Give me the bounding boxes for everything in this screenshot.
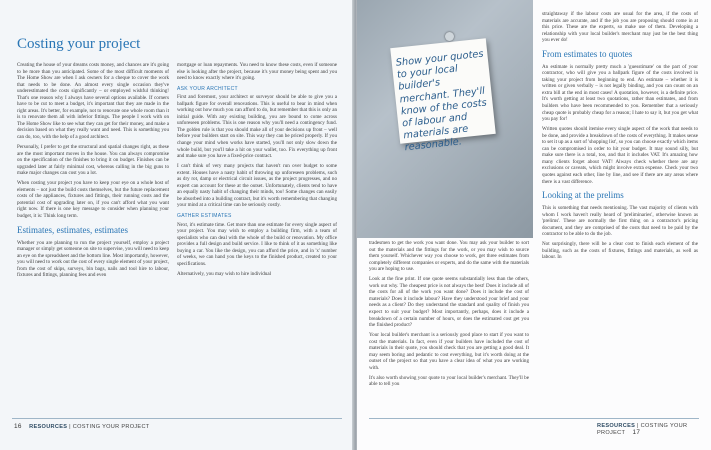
- footer-section: RESOURCES: [597, 423, 636, 429]
- paragraph: Alternatively, you may wish to hire individual: [177, 270, 272, 277]
- footer-title: COSTING YOUR PROJECT: [597, 423, 688, 436]
- note-text: Show your quotes to your local builder's merchant. They'll know of the costs of labour and materials are reasonable.: [395, 48, 488, 154]
- footer-rule: [369, 418, 699, 419]
- sticky-note: [390, 38, 496, 154]
- page-number: 16: [14, 423, 22, 430]
- left-page: [0, 0, 354, 450]
- paragraph: straightaway if the labour costs are usual for the area, if the costs of materials are accurate, and if the job you are proposing should come in at this price. These are the experts, so make use of them. Developing a relationship with your local builder's merchant may just be the best thing you ever do!: [542, 11, 698, 44]
- paragraph: Written quotes should itemise every single aspect of the work that needs to be done, and provide a breakdown of the costs of everything. It makes sense to set it up as a sort of 'shopping list', so you can choose exactly which items can be compromised in order to hit your budget. It may sound silly, but make sure there is a total, too, and that it includes VAT. It's amazing how many clients forget about VAT! Always check whether there are any exclusions or caveats, which might involve extra expense. Check your two quotes against each other, line by line, and see if there are any areas where there is a vast difference.: [542, 126, 698, 185]
- paragraph: I can't think of very many projects that haven't run over budget to some extent. Houses have a nasty habit of throwing up unforeseen problems, such as dry rot, damp or electrical circuit issues, as the project progresses, and no expert can account for these at the outset. Unfortunately, clients tend to have an equally nasty habit of changing their minds, too! Some changes can easily be absorbed into a building contract, but it's worth remembering that changing your mind at a critical time can be seriously costly.: [177, 163, 337, 209]
- subheading-ask-architect: ASK YOUR ARCHITECT: [177, 85, 238, 92]
- footer-separator: |: [637, 423, 639, 429]
- footer-separator: |: [69, 424, 71, 430]
- right-page: [357, 0, 711, 450]
- paragraph: Your local builder's merchant is a seriously good place to start if you want to cost the materials. In fact, even if your builders have included the cost of materials in their quote, you should check that you are getting a good deal. It may seem boring and pedantic to cost everything, but it's worth doing at the outset of the project so that you have a clear idea of what you are working with.: [369, 332, 529, 371]
- paragraph: Creating the house of your dreams costs money, and chances are it's going to be more than you anticipated. Some of the most difficult moments of The Home Show are when I ask owners for a cheque to cover the work that needs to be done. An almost every single occasion they've underestimated the costs significantly – or employed wishful thinking! That's one reason why I always have several options available. If corners have to be cut to meet a budget, it's important that they are made in the right areas. It's better, for example, not to renovate one whole room than it is to renovate them all with inferior fittings. The people I work with on The Home Show like to see what they can get for their money, and make a decision based on what they really want and need. This is something you can do, too, with the help of a good architect.: [17, 62, 169, 141]
- left-column-1: [17, 62, 169, 282]
- paragraph: Personally, I prefer to get the structural and spatial changes right, as these are the most important moves in the house. You can always compromise on the specification of the finishes to bring it on budget. Finishes can be upgraded later at fairly minimal cost, whereas calling in the big guns to make major changes can cost you a lot.: [17, 144, 169, 177]
- footer-title: COSTING YOUR PROJECT: [72, 424, 150, 430]
- paragraph: Next, it's estimate time. Get more than one estimate for every single aspect of your project. You may wish to employ a building firm, with a team of specialists who can deal with the whole of the build or renovation. My office provides a full design and build service. I like to think of it as something like buying a car. You like the design, you can afford the price, and in 'x' number of weeks, we can hand you the keys to the finished product, created to your specifications.: [177, 221, 337, 267]
- section-heading-prelims: Looking at the prelims: [542, 190, 624, 201]
- footer-section: RESOURCES: [29, 424, 68, 430]
- pin-icon: [445, 32, 454, 41]
- right-footer: [597, 423, 711, 436]
- paragraph: An estimate is normally pretty much a 'guesstimate' on the part of your contractor, who will give you a ballpark figure of the costs involved in taking your project from beginning to end. An estimate – whether it is written or given verbally – is not legally binding, and you can count on an extra bill at the end in most cases! A quotation, however, is a definite price. It's worth getting at least two quotations, rather than estimates, and from builders who have been recommended to you. Remember that a seriously cheap quote is probably cheap for a reason; I hate to say it, but you get what you pay for!: [542, 63, 698, 123]
- paragraph: Not surprisingly, there will be a clear cost to finish each element of the building, such as the costs of fixtures, fittings and materials, as well as labour. In: [542, 241, 698, 261]
- section-heading-estimates: Estimates, estimates, estimates: [17, 224, 128, 235]
- right-column-2: [542, 11, 698, 264]
- footer-rule: [12, 418, 342, 419]
- paragraph: When costing your project you have to keep your eye on a whole host of elements – not just the build costs themselves, but the future replacement costs of the appliances, fixtures and fittings, their running costs and the potential cost of upgrading later on, if you can't afford what you want right now. If there is one key message to consider when planning your budget, it is: Think long term.: [17, 180, 169, 220]
- section-heading-quotes: From estimates to quotes: [542, 48, 633, 59]
- paragraph: tradesmen to get the work you want done. You may ask your builder to sort out the materials and the fittings for the work, or you may wish to source them yourself. Whichever way you choose to work, get three estimates from completely different companies or experts, and do the same with the materials you are hoping to use.: [369, 240, 529, 273]
- page-title: Costing your project: [17, 36, 141, 52]
- paragraph: mortgage or loan repayments. You need to know these costs, even if someone else is looking after the project, because it's your money being spent and you need to know exactly where it's going.: [177, 62, 337, 82]
- note-photo: [357, 0, 533, 238]
- left-column-2: [177, 62, 337, 281]
- paragraph: Look at the fine print. If one quote seems substantially less than the others, work out why. The cheapest price is not always the best! Does it include all of the costs for all of the work you want done? Does it include the cost of materials? Does it include labour? Have they understood your brief and your needs as a client? Do they understand the standard and quality of finish you expect to suit your budget? Most importantly, perhaps, does it include a breakdown of a certain number of hours, or does the estimated cost get you the finished product?: [369, 276, 529, 329]
- subheading-gather-estimates: GATHER ESTIMATES: [177, 212, 232, 219]
- paragraph: It's also worth showing your quote to your local builder's merchant. They'll be able to tell you: [369, 374, 529, 388]
- left-footer: [14, 423, 150, 430]
- paragraph: First and foremost, your architect or surveyor should be able to give you a ballpark figure for overall renovations. This is useful to bear in mind when working out how much you can afford to do, but remember that this is only an initial guide. With any existing building, you are bound to come across unforeseen problems. This is one reason why you'll need a contingency fund. The golden rule is that you should make all of your decisions up front – well before your builders start on site. This way they can be priced properly. If you change your mind when works have started, you'll not only slow down the whole build, but you'll take a hit on your wallet, too. Fix everything up front and make sure you have a fixed-price contract.: [177, 94, 337, 160]
- right-column-1: [369, 240, 529, 391]
- page-number: 17: [632, 429, 641, 436]
- paragraph: Whether you are planning to run the project yourself, employ a project manager or simply get someone on site to supervise, you will need to keep an eye on the spreadsheet and the bottom line. Most importantly, however, you will need to work out the cost of every single element of your project, from the cost of skips, surveys, bin bags, nails and tool hire to labour, fixtures and fittings, planning fees and even: [17, 239, 169, 279]
- paragraph: This is something that needs mentioning. The vast majority of clients with whom I work haven't really heard of 'preliminaries', otherwise known as 'prelims'. These are normally the first thing on a contractor's pricing document, and they are comprised of the costs that need to be paid by the contractor to be able to do the job.: [542, 205, 698, 238]
